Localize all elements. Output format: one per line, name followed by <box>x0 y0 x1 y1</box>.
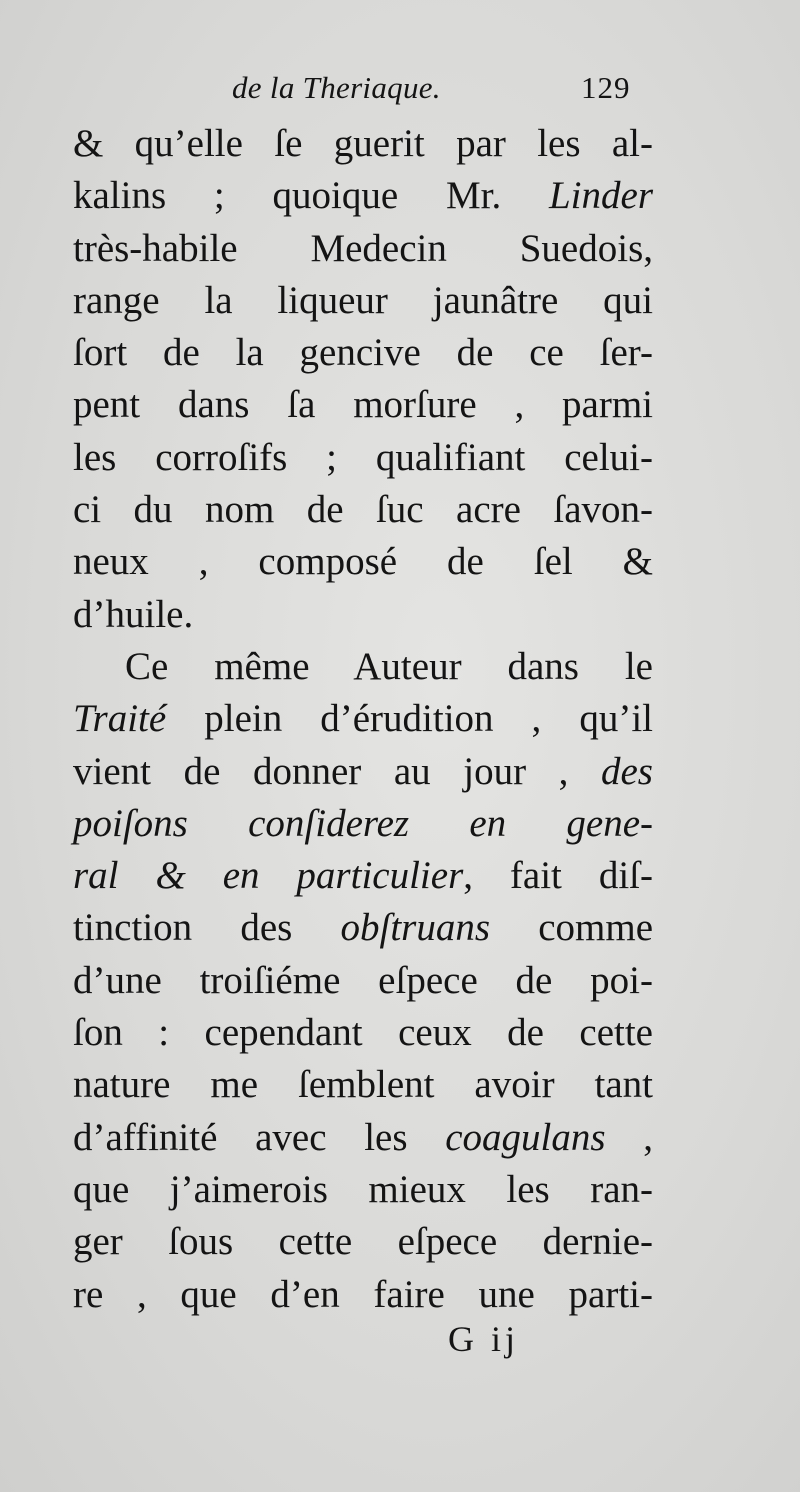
text-line <box>73 536 653 588</box>
body-text <box>73 118 653 1321</box>
text-line <box>73 484 653 536</box>
text-line <box>73 1059 653 1111</box>
page-number: 129 <box>581 70 631 105</box>
text-run: vient de donner au jour , <box>73 749 601 793</box>
italic-text: Traité <box>73 697 167 741</box>
text-run: neux , composé de ſel & <box>73 540 653 584</box>
running-title: de la Theriaque. <box>232 70 441 105</box>
text-line <box>73 1112 653 1164</box>
text-run: tinction des <box>73 906 341 950</box>
page-header <box>0 70 800 110</box>
text-run: que j’aimerois mieux les ran- <box>73 1167 653 1211</box>
text-run: re , que d’en faire une parti- <box>73 1272 653 1316</box>
text-run: pent dans ſa morſure , parmi <box>73 383 653 427</box>
text-line <box>73 1269 653 1321</box>
text-run: ſon : cependant ceux de cette <box>73 1011 653 1055</box>
text-run: d’huile. <box>73 592 194 636</box>
text-line <box>73 798 653 850</box>
italic-text: coagulans <box>445 1115 606 1159</box>
text-run: kalins ; quoique Mr. <box>73 174 549 218</box>
text-line <box>73 170 653 222</box>
italic-text: Linder <box>548 174 653 218</box>
text-run: les corroſifs ; qualifiant celui- <box>73 435 653 479</box>
text-run: , fait diſ- <box>463 854 653 898</box>
text-run: d’une troiſiéme eſpece de poi- <box>73 958 653 1002</box>
text-run: ci du nom de ſuc acre ſavon- <box>73 488 653 532</box>
text-line <box>73 955 653 1007</box>
text-run: range la liqueur jaunâtre qui <box>73 278 653 322</box>
text-line <box>73 379 653 431</box>
text-run: , <box>605 1115 654 1159</box>
signature-mark: G ij <box>448 1319 520 1359</box>
text-line <box>73 1164 653 1216</box>
text-line <box>73 432 653 484</box>
text-line <box>73 589 653 641</box>
text-run: comme <box>490 906 653 950</box>
italic-text: poiſons conſiderez en gene- <box>73 801 653 845</box>
text-line <box>73 902 653 954</box>
text-run: plein d’érudition , qu’il <box>166 697 653 741</box>
text-run: ger ſous cette eſpece dernie- <box>73 1220 653 1264</box>
text-line <box>73 275 653 327</box>
text-line <box>73 693 653 745</box>
text-run: & qu’elle ſe guerit par les al- <box>73 122 653 165</box>
text-run: ſort de la gencive de ce ſer- <box>73 331 653 375</box>
text-line <box>73 850 653 902</box>
text-line <box>73 1216 653 1268</box>
italic-text: obſtruans <box>340 906 491 950</box>
text-run: nature me ſemblent avoir tant <box>73 1063 653 1107</box>
text-line <box>73 223 653 275</box>
text-line <box>73 641 653 693</box>
text-run: d’affinité avec les <box>73 1115 446 1159</box>
text-line <box>73 327 653 379</box>
text-line <box>73 1007 653 1059</box>
text-run: Ce même Auteur dans le <box>125 644 653 688</box>
text-line <box>73 746 653 798</box>
text-line <box>73 118 653 170</box>
italic-text: ral & en particulier <box>73 854 464 898</box>
text-run: très-habile Medecin Suedois, <box>73 226 653 270</box>
italic-text: des <box>601 749 653 793</box>
